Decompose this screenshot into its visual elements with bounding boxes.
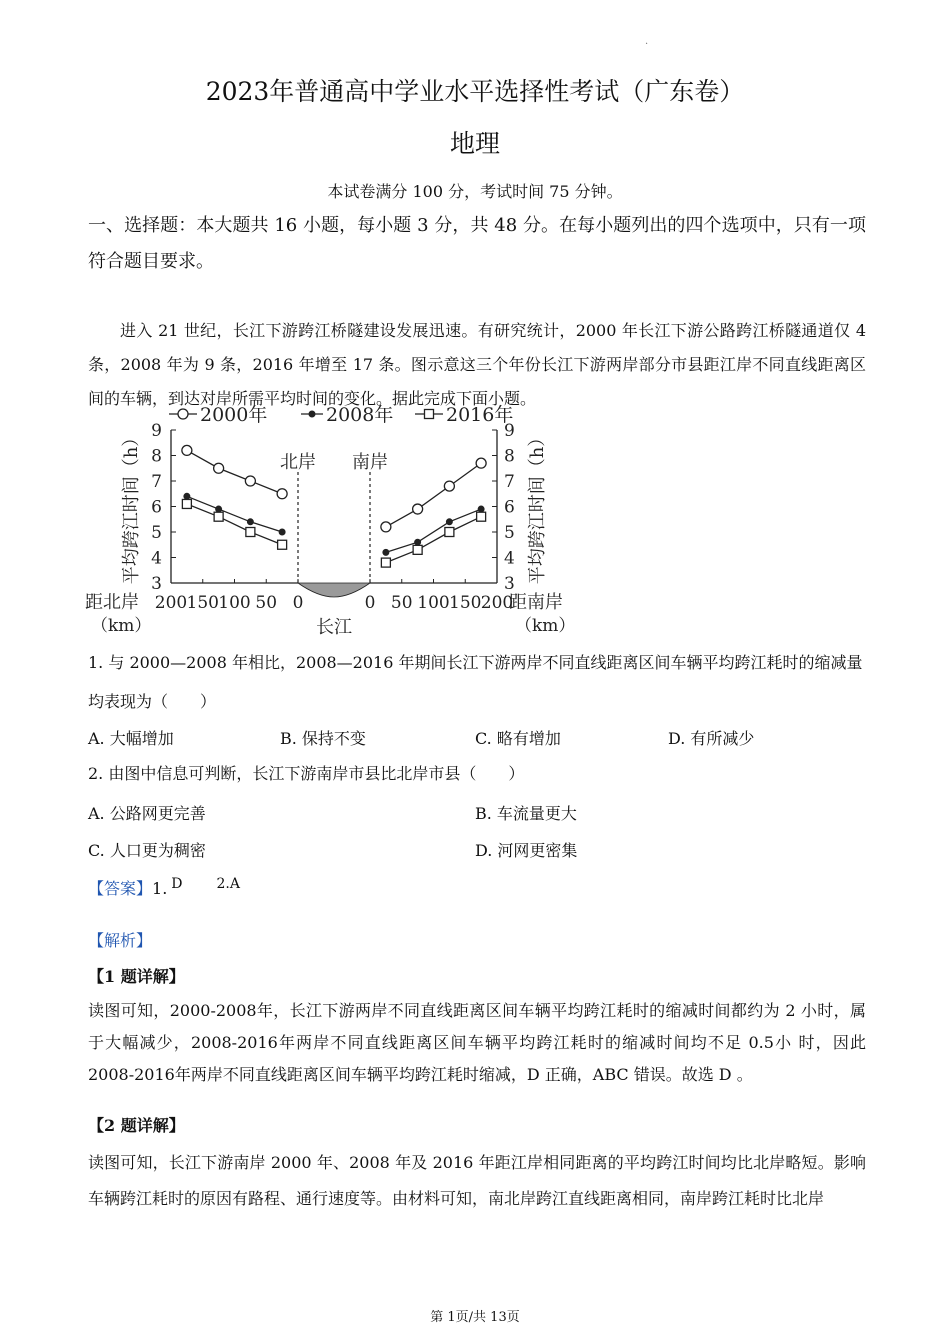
page-dot: .: [645, 36, 649, 47]
right-x-tick-label: 0: [364, 593, 376, 613]
right-y-tick-label: 9: [504, 421, 515, 441]
q2-option-a: A. 公路网更完善: [88, 804, 206, 823]
x-right-unit: （km）: [515, 616, 576, 636]
section-heading: 一、选择题：本大题共 16 小题，每小题 3 分，共 48 分。在每小题列出的四个选项中，只有一项符合题目要求。: [88, 215, 866, 272]
north-point-2: [182, 499, 191, 508]
legend-marker-0: [178, 409, 188, 419]
north-point-0: [245, 476, 255, 486]
left-x-tick-label: 0: [292, 593, 304, 613]
left-x-tick-label: 50: [255, 593, 278, 613]
river-label: 长江: [316, 617, 352, 638]
left-y-tick-label: 3: [151, 574, 162, 594]
left-y-tick-label: 5: [151, 523, 162, 543]
south-point-1: [415, 539, 421, 545]
q2-option-c: C. 人口更为稠密: [88, 841, 206, 860]
q1-option-a: A. 大幅增加: [88, 729, 174, 748]
page-footer: 第 1页/共 13页: [430, 1310, 520, 1325]
q1-detail-text: 读图可知，2000-2008年，长江下游两岸不同直线距离区间车辆平均跨江耗时的缩减时间都约为 2 小时，属于大幅减少，2008-2016年两岸不同直线距离区间车辆平均跨江耗时的缩减时间均不足 0.5小 时，因此 2008-2016年两岸不同直线距离区间车辆平均跨江耗时缩减，D 正确，ABC 错误。故选 D 。: [88, 1001, 866, 1084]
south-series-line-1: [386, 509, 481, 552]
north-bank-label: 北岸: [280, 452, 316, 473]
river-shape: [298, 583, 370, 597]
right-y-tick-label: 7: [504, 472, 515, 492]
south-point-2: [477, 512, 486, 521]
answer-1: D: [171, 876, 183, 892]
q1-stem-line1: 1. 与 2000—2008 年相比，2008—2016 年期间长江下游两岸不同直线距离区间车辆平均跨江耗时的缩减量: [88, 653, 863, 672]
legend-label-1: 2008年: [326, 404, 394, 426]
answer-num1: 1.: [152, 879, 168, 898]
north-point-1: [216, 506, 222, 512]
q2-stem: 2. 由图中信息可判断，长江下游南岸市县比北岸市县（ ）: [88, 764, 525, 783]
q2-detail-tag: 【2 题详解】: [88, 1116, 185, 1135]
answer-2: 2.A: [216, 876, 240, 892]
x-right-label: 距南岸: [509, 592, 563, 613]
left-y-tick-label: 7: [151, 472, 162, 492]
south-point-1: [446, 519, 452, 525]
north-series-line-1: [187, 496, 282, 532]
north-series-line-0: [187, 450, 282, 493]
answer-tag: 【答案】: [88, 879, 153, 898]
north-point-1: [279, 529, 285, 535]
q1-detail-tag: 【1 题详解】: [88, 967, 185, 986]
legend-marker-1: [309, 411, 315, 417]
south-bank-label: 南岸: [352, 452, 388, 473]
legend-marker-2: [425, 410, 434, 419]
q2-option-d: D. 河网更密集: [475, 841, 578, 860]
left-y-tick-label: 9: [151, 421, 162, 441]
right-x-tick-label: 150: [449, 593, 482, 613]
south-point-2: [445, 528, 454, 537]
left-y-axis-label: 平均跨江时间（h）: [121, 428, 142, 585]
right-y-axis-label: 平均跨江时间（h）: [527, 428, 548, 585]
x-left-unit: （km）: [91, 616, 152, 636]
north-point-0: [214, 463, 224, 473]
south-point-2: [381, 558, 390, 567]
south-point-1: [478, 506, 484, 512]
north-point-0: [182, 445, 192, 455]
q2-detail-text: 读图可知，长江下游南岸 2000 年、2008 年及 2016 年距江岸相同距离的平均跨江时间均比北岸略短。影响车辆跨江耗时的原因有路程、通行速度等。由材料可知，南北岸跨江直线距离相同，南岸跨江耗时比北岸: [88, 1153, 866, 1208]
north-point-2: [278, 540, 287, 549]
q1-stem-line2: 均表现为（ ）: [88, 692, 217, 711]
south-point-0: [444, 481, 454, 491]
north-point-2: [246, 528, 255, 537]
north-series-line-2: [187, 504, 282, 545]
subject-title: 地理: [449, 129, 500, 158]
x-left-label: 距北岸: [85, 592, 139, 613]
south-point-1: [383, 549, 389, 555]
left-x-tick-label: 150: [186, 593, 219, 613]
legend-label-2: 2016年: [446, 404, 514, 426]
south-point-0: [381, 522, 391, 532]
material-text: 进入 21 世纪，长江下游跨江桥隧建设发展迅速。有研究统计，2000 年长江下游公路跨江桥隧通道仅 4 条，2008 年为 9 条，2016 年增至 17 条。图示意这三个年份长江下游两岸部分市县距江岸不同直线距离区间的车辆，到达对岸所需平均时间的变化。据此完成下面小题。: [88, 321, 866, 408]
south-series-line-2: [386, 517, 481, 563]
q2-option-b: B. 车流量更大: [475, 804, 577, 823]
right-y-tick-label: 3: [504, 574, 515, 594]
north-point-2: [214, 512, 223, 521]
left-y-tick-label: 4: [151, 548, 162, 569]
left-y-tick-label: 8: [151, 446, 162, 467]
north-point-0: [277, 489, 287, 499]
q1-option-b: B. 保持不变: [280, 729, 366, 748]
left-x-tick-label: 100: [218, 593, 251, 613]
south-point-2: [413, 545, 422, 554]
left-x-tick-label: 200: [154, 593, 188, 613]
right-y-tick-label: 8: [504, 446, 515, 467]
right-y-tick-label: 6: [504, 497, 515, 518]
right-x-tick-label: 100: [417, 593, 450, 613]
south-point-0: [413, 504, 423, 514]
north-point-1: [184, 493, 190, 499]
right-y-tick-label: 4: [504, 548, 515, 569]
right-x-tick-label: 200: [480, 593, 514, 613]
right-y-tick-label: 5: [504, 523, 515, 543]
answer-line: [88, 876, 240, 899]
south-point-0: [476, 458, 486, 468]
right-x-tick-label: 50: [390, 593, 413, 613]
legend-label-0: 2000年: [200, 404, 268, 426]
north-point-1: [247, 519, 253, 525]
line-chart: [85, 400, 585, 640]
q1-option-c: C. 略有增加: [475, 729, 561, 748]
exam-title: 2023年普通高中学业水平选择性考试（广东卷）: [205, 77, 745, 106]
q1-option-d: D. 有所减少: [668, 729, 755, 748]
analysis-tag: 【解析】: [88, 931, 153, 950]
left-y-tick-label: 6: [151, 497, 162, 518]
south-series-line-0: [386, 463, 481, 527]
exam-info: 本试卷满分 100 分，考试时间 75 分钟。: [327, 182, 623, 201]
